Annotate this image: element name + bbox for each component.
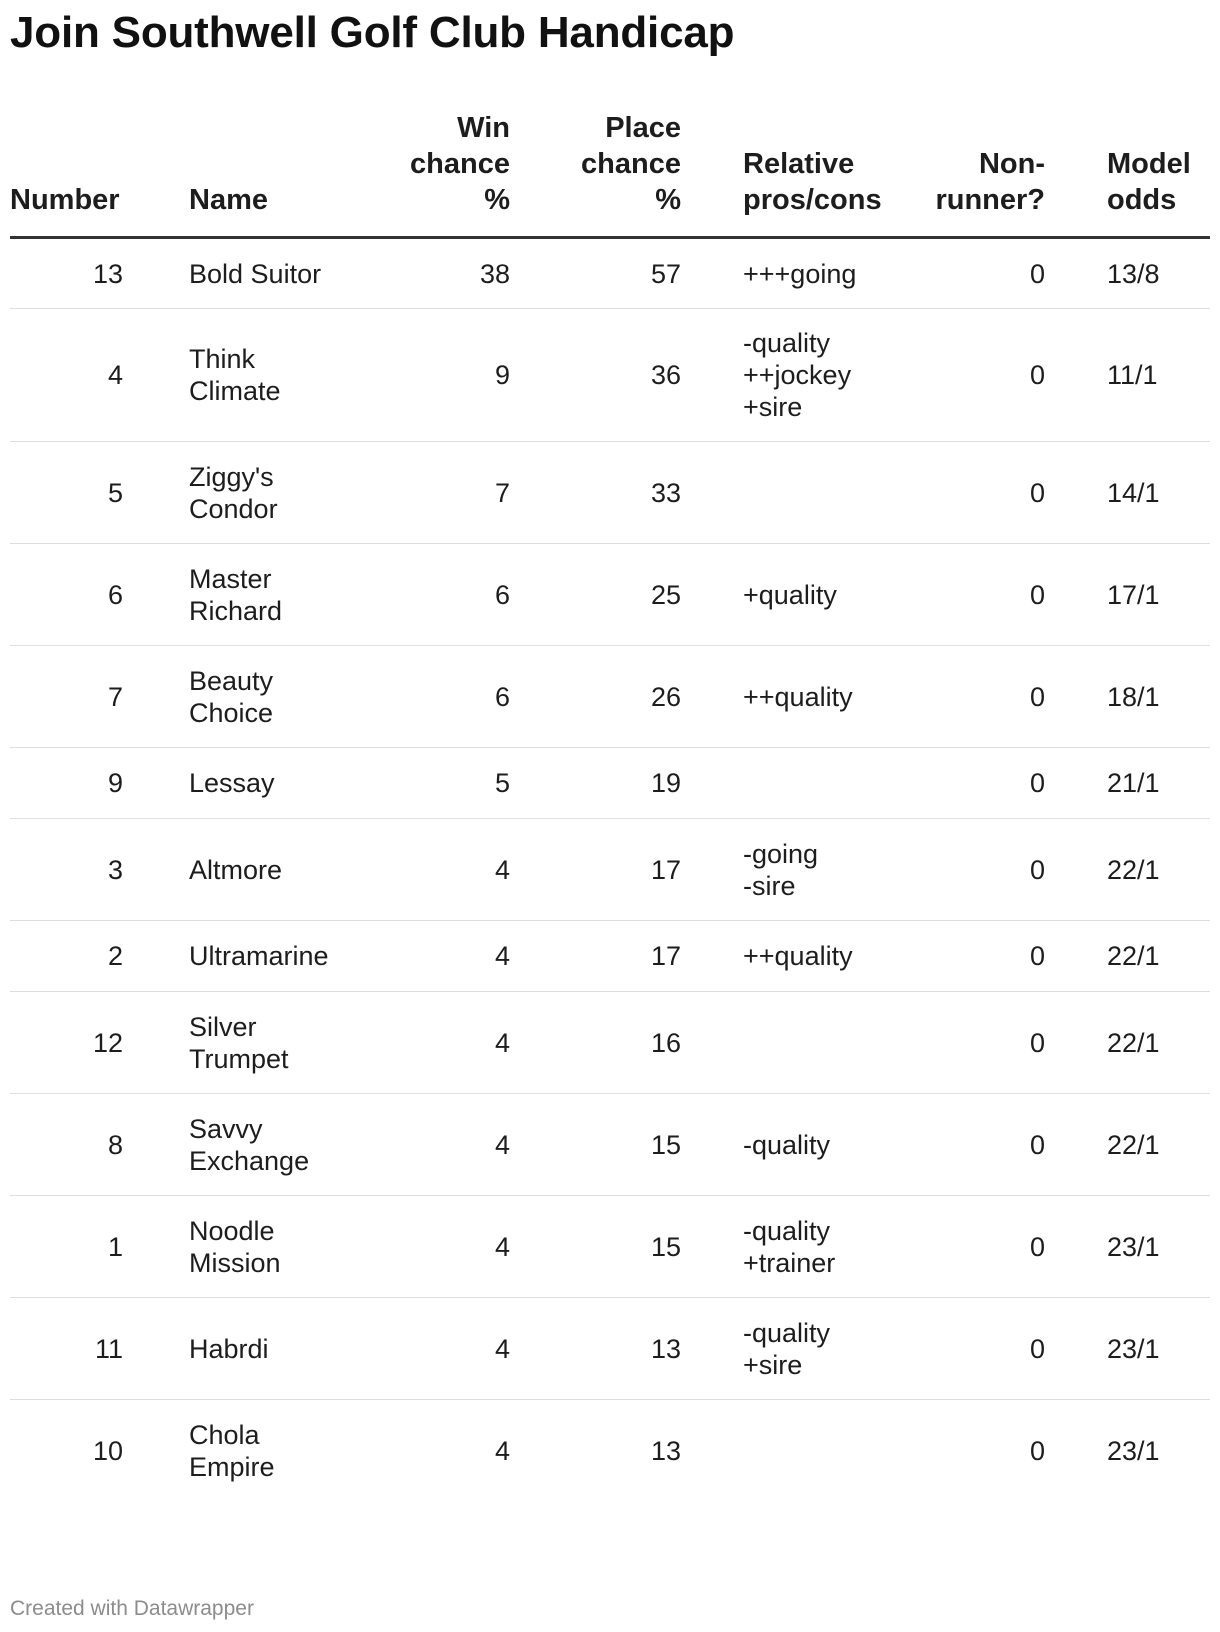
cell-model-odds: 13/8: [1045, 238, 1210, 309]
cell-model-odds: 21/1: [1045, 748, 1210, 819]
cell-relative: [681, 992, 881, 1094]
cell-win-chance: 4: [345, 921, 510, 992]
cell-win-chance: 4: [345, 1196, 510, 1298]
cell-number: 9: [10, 748, 123, 819]
cell-place-chance: 16: [510, 992, 681, 1094]
cell-relative: -going -sire: [681, 819, 881, 921]
cell-name: Chola Empire: [189, 1419, 275, 1482]
table-row: [10, 646, 1210, 748]
column-header-win-chance: Win chance %: [345, 110, 510, 238]
cell-place-chance: 13: [650, 1435, 681, 1466]
cell-non-runner: 0: [881, 1196, 1045, 1298]
cell-number: 8: [10, 1094, 123, 1196]
cell-non-runner: 0: [881, 921, 1045, 992]
cell-name: Bold Suitor: [123, 238, 345, 309]
table-row: [10, 1298, 1210, 1400]
cell-relative: ++quality: [681, 646, 881, 748]
cell-number: 5: [10, 442, 123, 544]
cell-win-chance: 4: [345, 1094, 510, 1196]
cell-relative: -quality +sire: [681, 1298, 881, 1400]
cell-non-runner: 0: [881, 238, 1045, 309]
column-header-non-runner: Non- runner?: [881, 110, 1045, 238]
cell-non-runner: 0: [881, 819, 1045, 921]
column-header-model-odds: Model odds: [1045, 110, 1210, 238]
table-body: [10, 238, 1210, 1502]
cell-name: Master Richard: [123, 544, 345, 646]
cell-place-chance: 19: [510, 748, 681, 819]
cell-non-runner: 0: [881, 1094, 1045, 1196]
table-row: [10, 238, 1210, 309]
cell-win-chance: 4: [345, 992, 510, 1094]
cell-name: Savvy Exchange: [123, 1094, 345, 1196]
cell-number: 4: [10, 309, 123, 442]
cell-relative: [681, 442, 881, 544]
table-row: [10, 819, 1210, 921]
cell-non-runner: 0: [1029, 1435, 1045, 1466]
table-title: Join Southwell Golf Club Handicap: [10, 8, 735, 57]
cell-model-odds: 22/1: [1045, 1094, 1210, 1196]
table-header: [10, 110, 1210, 238]
table-row: [10, 1196, 1210, 1298]
cell-relative: -quality: [681, 1094, 881, 1196]
cell-number: 6: [10, 544, 123, 646]
cell-model-odds: 22/1: [1045, 819, 1210, 921]
table-row: [10, 748, 1210, 819]
cell-name: Habrdi: [123, 1298, 345, 1400]
cell-model-odds: 18/1: [1045, 646, 1210, 748]
cell-number: 11: [10, 1298, 123, 1400]
cell-model-odds: 17/1: [1045, 544, 1210, 646]
cell-place-chance: 17: [510, 921, 681, 992]
cell-win-chance: 5: [345, 748, 510, 819]
cell-model-odds: 22/1: [1045, 921, 1210, 992]
cell-number: 10: [92, 1435, 123, 1466]
cell-name: Beauty Choice: [123, 646, 345, 748]
cell-relative: ++quality: [681, 921, 881, 992]
cell-model-odds: 23/1: [1107, 1435, 1160, 1466]
cell-non-runner: 0: [881, 748, 1045, 819]
cell-non-runner: 0: [881, 992, 1045, 1094]
cell-model-odds: 23/1: [1045, 1196, 1210, 1298]
cell-win-chance: 6: [345, 646, 510, 748]
cell-non-runner: 0: [881, 544, 1045, 646]
table-row: [10, 309, 1210, 442]
cell-place-chance: 13: [510, 1298, 681, 1400]
cell-relative: +quality: [681, 544, 881, 646]
table-row: [10, 442, 1210, 544]
cell-relative: [681, 1400, 881, 1502]
cell-model-odds: 22/1: [1045, 992, 1210, 1094]
cell-non-runner: 0: [881, 1298, 1045, 1400]
race-table: [10, 110, 1210, 1502]
cell-number: 7: [10, 646, 123, 748]
cell-non-runner: 0: [881, 309, 1045, 442]
cell-win-chance: 7: [345, 442, 510, 544]
cell-name: Altmore: [123, 819, 345, 921]
cell-number: 1: [10, 1196, 123, 1298]
cell-model-odds: 11/1: [1045, 309, 1210, 442]
cell-name: Lessay: [123, 748, 345, 819]
table-row: [10, 1094, 1210, 1196]
cell-win-chance: 4: [345, 1298, 510, 1400]
cell-place-chance: 36: [510, 309, 681, 442]
cell-win-chance: 4: [345, 819, 510, 921]
cell-place-chance: 15: [510, 1196, 681, 1298]
cell-number: 3: [10, 819, 123, 921]
cell-relative: [681, 748, 881, 819]
cell-name: Ziggy's Condor: [123, 442, 345, 544]
header-row: [10, 110, 1210, 238]
cell-model-odds: 23/1: [1045, 1298, 1210, 1400]
column-header-number: Number: [10, 110, 123, 238]
cell-win-chance: 38: [345, 238, 510, 309]
cell-place-chance: 17: [510, 819, 681, 921]
cell-number: 13: [10, 238, 123, 309]
column-header-relative: Relative pros/cons: [681, 110, 881, 238]
column-header-name: Name: [123, 110, 345, 238]
cell-non-runner: 0: [881, 442, 1045, 544]
cell-name: Ultramarine: [123, 921, 345, 992]
cell-place-chance: 15: [510, 1094, 681, 1196]
table-row: [10, 921, 1210, 992]
cell-name: Noodle Mission: [123, 1196, 345, 1298]
cell-place-chance: 33: [510, 442, 681, 544]
cell-win-chance: 9: [345, 309, 510, 442]
cell-number: 2: [10, 921, 123, 992]
cell-place-chance: 25: [510, 544, 681, 646]
cell-win-chance: 6: [345, 544, 510, 646]
table-row: [10, 1400, 1210, 1502]
column-header-place-chance: Place chance %: [510, 110, 681, 238]
cell-relative: -quality ++jockey +sire: [681, 309, 881, 442]
cell-place-chance: 57: [510, 238, 681, 309]
cell-name: Silver Trumpet: [123, 992, 345, 1094]
cell-model-odds: 14/1: [1045, 442, 1210, 544]
cell-relative: -quality +trainer: [681, 1196, 881, 1298]
cell-number: 12: [10, 992, 123, 1094]
cell-relative: +++going: [681, 238, 881, 309]
datawrapper-credit: Created with Datawrapper: [10, 1597, 254, 1620]
cell-win-chance: 4: [494, 1435, 510, 1466]
cell-name: Think Climate: [123, 309, 345, 442]
table-row: [10, 544, 1210, 646]
cell-place-chance: 26: [510, 646, 681, 748]
table-row: [10, 992, 1210, 1094]
cell-non-runner: 0: [881, 646, 1045, 748]
